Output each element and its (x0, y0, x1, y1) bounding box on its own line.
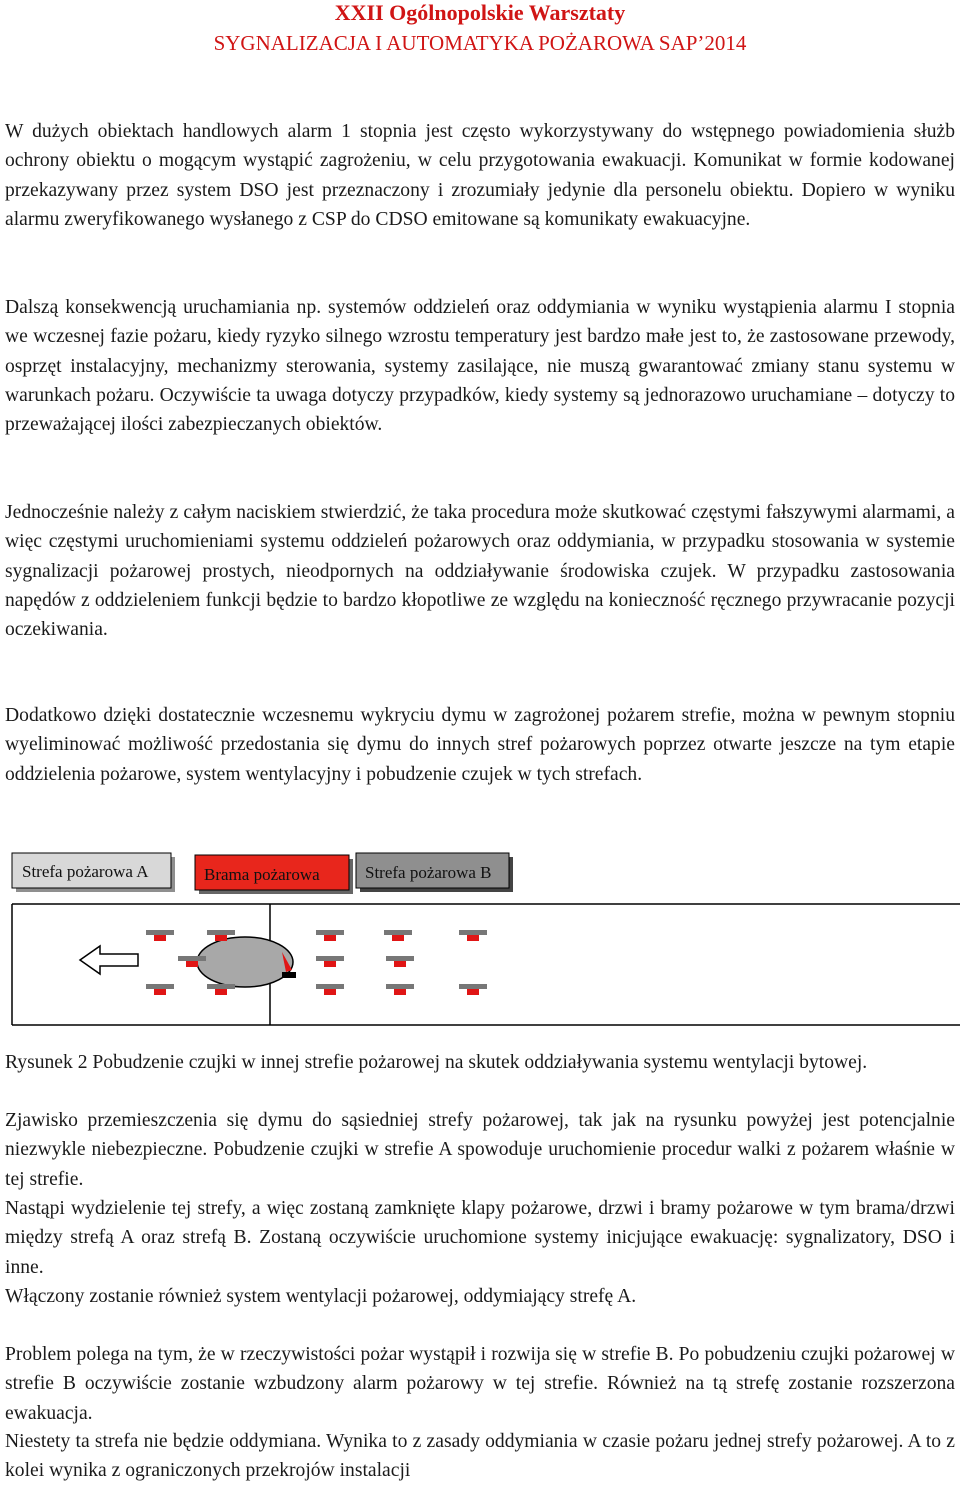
brama-text: Brama pożarowa (204, 865, 320, 884)
smoke-cloud-icon (197, 937, 293, 987)
smoke-detector-icon (316, 984, 344, 995)
paragraph-2: Dalszą konsekwencją uruchamiania np. systemów oddzieleń oraz oddymiania w wyniku wystąpienia alarmu I stopnia we wczesnej fazie pożaru, kiedy ryzyko silnego wzrostu temperatury jest bardzo małe jest to, że zastosowane przewody, osprzęt instalacyjny, mechanizmy sterowania, systemy zasilające, nie muszą gwarantować zmiany stanu systemu w warunkach pożaru. Oczywiście ta uwaga dotyczy przypadków, kiedy systemy są jednorazowo uruchamiane – dotyczy to przeważającej ilości zabezpieczanych obiektów. (5, 297, 955, 436)
paragraph-1: W dużych obiektach handlowych alarm 1 stopnia jest często wykorzystywany do wstępnego powiadomienia służb ochrony obiektu o mogącym wystąpić zagrożeniu, w celu przygotowania ewakuacji. Komunikat w formie kodowanej przekazywany przez system DSO jest przeznaczony i zrozumiały jedynie dla personelu obiektu. Dopiero w wyniku alarmu zweryfikowanego wysłanego z CSP do CDSO emitowane są komunikaty ewakuacyjne. (5, 121, 955, 230)
smoke-detector-icon (316, 930, 344, 941)
figure-caption: Rysunek 2 Pobudzenie czujki w innej strefie pożarowej na skutek oddziaływania systemu wentylacji bytowej. (5, 1052, 868, 1073)
paragraph-6: Nastąpi wydzielenie tej strefy, a więc zostaną zamknięte klapy pożarowe, drzwi i bramy pożarowe w tym brama/drzwi między strefą A oraz strefą B. Zostaną oczywiście uruchomione systemy inicjujące ewakuację: sygnalizatory, DSO i inne. (5, 1198, 955, 1278)
smoke-detector-icon (386, 984, 414, 995)
strefa-a-text: Strefa pożarowa A (22, 862, 149, 881)
paragraph-8: Problem polega na tym, że w rzeczywistości pożar wystąpił i rozwija się w strefie B. Po pobudzeniu czujki pożarowej w strefie B oczywiście zostanie wzbudzony alarm pożarowy w tej strefie. Również na tą strefę zostanie rozszerzona ewakuacja. (5, 1344, 955, 1424)
label-brama (195, 855, 353, 894)
smoke-detector-icon (316, 956, 344, 967)
fire-base-icon (282, 972, 296, 978)
paragraph-4: Dodatkowo dzięki dostatecznie wczesnemu wykryciu dymu w zagrożonej pożarem strefie, można w pewnym stopniu wyeliminować możliwość przedostania się dymu do innych stref pożarowych poprzez otwarte jeszcze na tym etapie oddzielenia pożarowe, system wentylacyjny i pobudzenie czujek w tych strefach. (5, 705, 955, 785)
paragraph-5: Zjawisko przemieszczenia się dymu do sąsiedniej strefy pożarowej, tak jak na rysunku powyżej jest potencjalnie niezwykle niebezpieczne. Pobudzenie czujki w strefie A spowoduje uruchomienie procedur walki z pożarem właśnie w tej strefie. (5, 1110, 955, 1190)
smoke-detector-icon (146, 984, 174, 995)
paragraph-7: Włączony zostanie również system wentylacji pożarowej, oddymiający strefę A. (5, 1286, 637, 1307)
airflow-arrow-icon (80, 946, 138, 974)
smoke-detector-icon (459, 984, 487, 995)
smoke-detector-icon (146, 930, 174, 941)
figure-2-diagram (0, 850, 960, 1035)
paragraph-9: Niestety ta strefa nie będzie oddymiana. Wynika to z zasady oddymiania w czasie pożaru jednej strefy pożarowej. A to z kolei wynika z ograniczonych przekrojów instalacji (5, 1431, 955, 1482)
header-title: XXII Ogólnopolskie Warsztaty (334, 0, 626, 25)
paragraph-3: Jednocześnie należy z całym naciskiem stwierdzić, że taka procedura może skutkować częstymi fałszywymi alarmami, a więc częstymi uruchomieniami systemu oddzieleń pożarowych oraz oddymiania, w przypadku stosowania w systemie sygnalizacji pożarowej prostych, nieodpornych na oddziaływanie środowiska czujek. W przypadku zastosowania napędów z oddzieleniem funkcji będzie to bardzo kłopotliwe ze względu na konieczność ręcznego przywracanie pozycji oczekiwania. (5, 502, 955, 641)
label-strefa-b (356, 853, 513, 892)
smoke-detector-icon (384, 930, 412, 941)
header-subtitle: SYGNALIZACJA I AUTOMATYKA POŻAROWA SAP’2014 (213, 31, 747, 55)
strefa-b-text: Strefa pożarowa B (365, 863, 492, 882)
smoke-detector-icon (386, 956, 414, 967)
label-strefa-a (12, 853, 175, 892)
smoke-detector-icon (459, 930, 487, 941)
smoke-detector-icon (207, 984, 235, 995)
